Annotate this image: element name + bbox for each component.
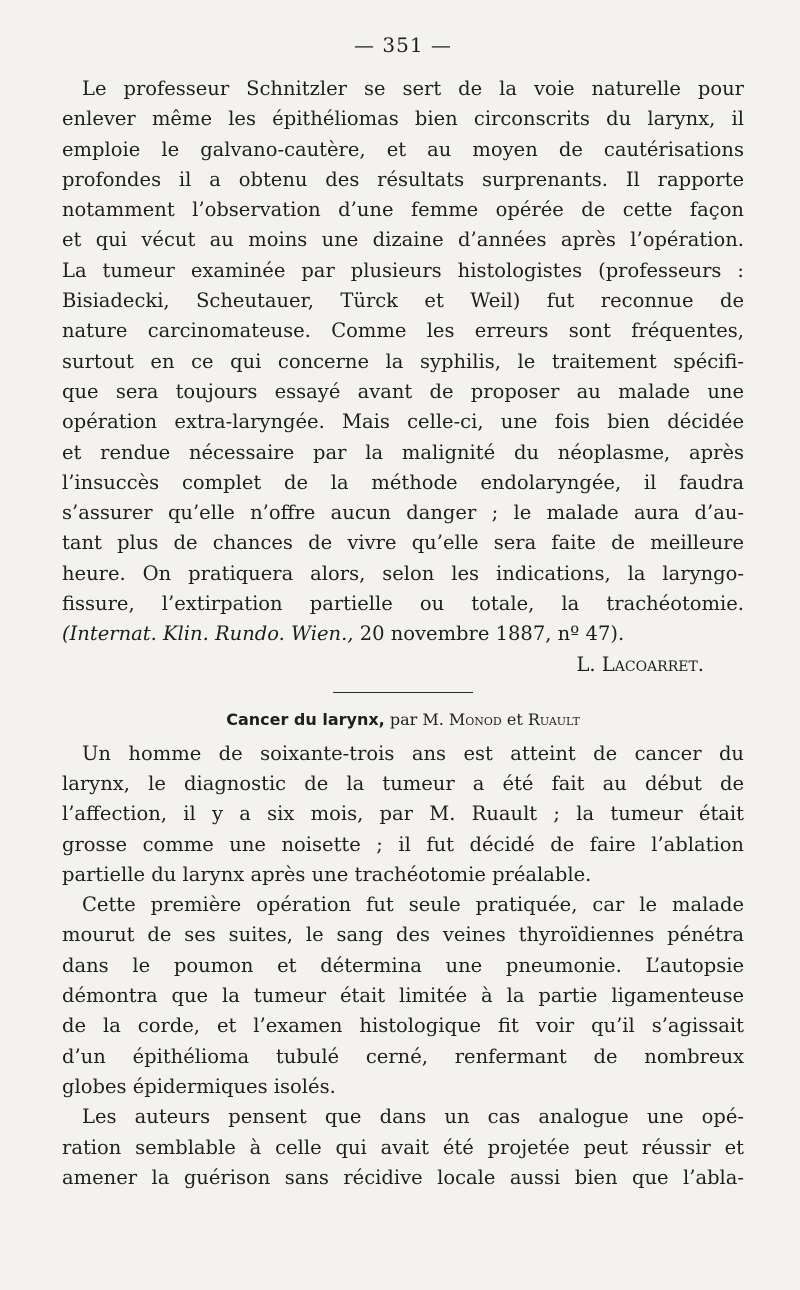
page-number: — 351 —: [354, 33, 452, 57]
text-line: La tumeur examinée par plusieurs histologistes (professeurs :: [62, 258, 744, 282]
citation-source: (Internat. Klin. Rundo. Wien.,: [62, 622, 354, 646]
text-line: s’assurer qu’elle n’offre aucun danger ; le malade aura d’au-: [62, 501, 744, 525]
paragraph-case: [62, 739, 744, 890]
paragraph-conclusion: [62, 1102, 744, 1193]
text-line: larynx, le diagnostic de la tumeur a été fait au début de: [62, 771, 744, 795]
text-line: dans le poumon et détermina une pneumonie. L’autopsie: [62, 953, 744, 977]
signature-name: Lacoarret.: [601, 652, 704, 676]
section-divider: [333, 692, 473, 693]
text-line: notamment l’observation d’une femme opérée de cette façon: [62, 198, 744, 222]
text-line: enlever même les épithéliomas bien circonscrits du larynx, il: [62, 107, 744, 131]
text-line: Cette première opération fut seule pratiquée, car le malade: [82, 893, 744, 917]
text-line: heure. On pratiquera alors, selon les indications, la laryngo-: [62, 561, 744, 585]
text-line: ration semblable à celle qui avait été projetée peut réussir et: [62, 1135, 744, 1159]
text-line: l’affection, il y a six mois, par M. Ruault ; la tumeur était: [62, 802, 744, 826]
text-line: Le professeur Schnitzler se sert de la voie naturelle pour: [82, 77, 744, 100]
text-line: grosse comme une noisette ; il fut décidé de faire l’ablation: [62, 832, 744, 856]
text-line: l’insuccès complet de la méthode endolaryngée, il faudra: [62, 470, 744, 494]
document-page: [62, 30, 744, 1260]
text-line: amener la guérison sans récidive locale aussi bien que l’abla-: [62, 1165, 744, 1189]
citation-line: [62, 619, 744, 649]
text-line: démontra que la tumeur était limitée à la partie ligamenteuse: [62, 984, 744, 1008]
paragraph-schnitzler: [62, 74, 744, 650]
paragraph-operation: [62, 890, 744, 1102]
section-author-1: Monod: [448, 709, 502, 729]
text-line: mourut de ses suites, le sang des veines thyroïdiennes pénétra: [62, 923, 744, 947]
section-title-and: et: [501, 709, 528, 729]
text-line: globes épidermiques isolés.: [62, 1074, 336, 1098]
text-line: que sera toujours essayé avant de proposer au malade une: [62, 379, 744, 403]
section-title-main: Cancer du larynx,: [226, 709, 385, 729]
text-line: partielle du larynx après une trachéotomie préalable.: [62, 862, 592, 886]
text-line: et rendue nécessaire par la malignité du néoplasme, après: [62, 440, 744, 464]
text-line: surtout en ce qui concerne la syphilis, le traitement spécifi-: [62, 349, 744, 373]
text-line: Bisiadecki, Scheutauer, Türck et Weil) fut reconnue de: [62, 289, 744, 313]
section-title: [62, 705, 744, 735]
text-line: et qui vécut au moins une dizaine d’années après l’opération.: [62, 228, 744, 252]
text-line: Un homme de soixante-trois ans est atteint de cancer du: [82, 741, 744, 765]
text-line: de la corde, et l’examen histologique fit voir qu’il s’agissait: [62, 1014, 744, 1038]
text-line: nature carcinomateuse. Comme les erreurs sont fréquentes,: [62, 319, 744, 343]
text-line: d’un épithélioma tubulé cerné, renfermant de nombreux: [62, 1044, 744, 1068]
text-line: opération extra-laryngée. Mais celle-ci, une fois bien décidée: [62, 410, 744, 434]
citation-date: 20 novembre 1887, nº 47).: [353, 622, 625, 646]
text-line: tant plus de chances de vivre qu’elle sera faite de meilleure: [62, 531, 744, 555]
text-line: emploie le galvano-cautère, et au moyen de cautérisations: [62, 137, 744, 161]
text-line: Les auteurs pensent que dans un cas analogue une opé-: [82, 1105, 744, 1129]
section-title-by: par M.: [384, 709, 449, 729]
signature-initial: L.: [576, 652, 602, 676]
section-author-2: Ruault: [527, 709, 580, 729]
text-line: fissure, l’extirpation partielle ou totale, la trachéotomie.: [62, 592, 744, 616]
text-line: profondes il a obtenu des résultats surprenants. Il rapporte: [62, 167, 744, 191]
signature: [62, 650, 744, 680]
